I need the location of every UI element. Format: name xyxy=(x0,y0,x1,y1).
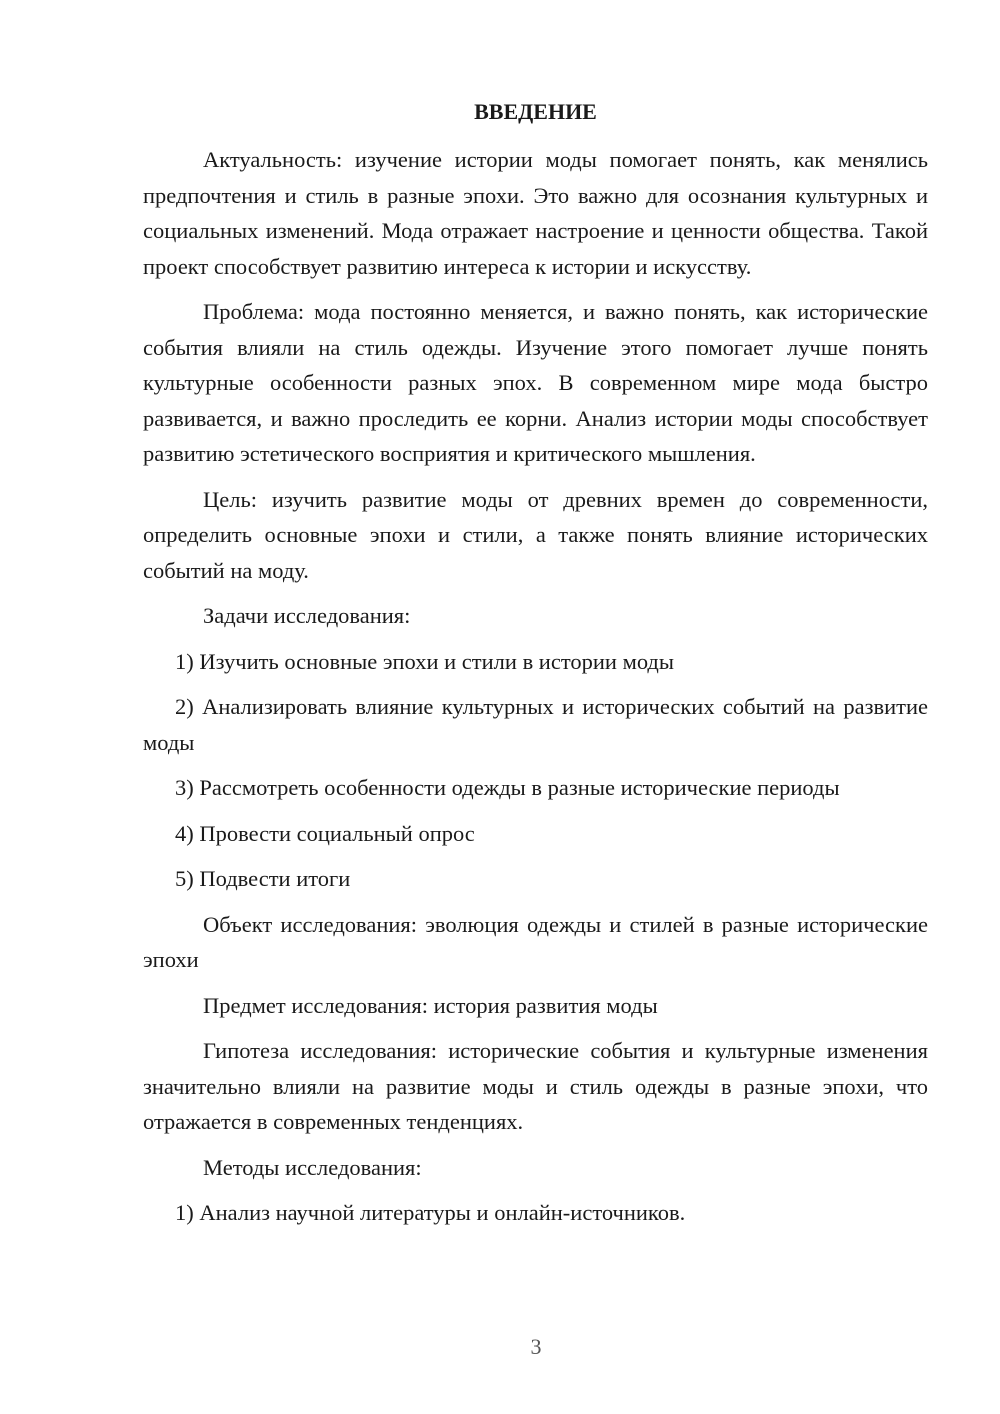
subject-paragraph: Предмет исследования: история развития моды xyxy=(203,992,658,1018)
method-item-1: 1) Анализ научной литературы и онлайн-источников. xyxy=(175,1200,686,1225)
hypothesis-paragraph: Гипотеза исследования: исторические события и культурные изменения значительно влияли на развитие моды и стиль одежды в разные эпохи, что отражается в современных тенденциях. xyxy=(143,1038,928,1134)
task-item-3: 3) Рассмотреть особенности одежды в разные исторические периоды xyxy=(175,775,840,800)
tasks-heading: Задачи исследования: xyxy=(203,603,411,628)
page-content xyxy=(143,94,928,1241)
task-item-4: 4) Провести социальный опрос xyxy=(175,820,475,846)
relevance-paragraph: Актуальность: изучение истории моды помогает понять, как менялись предпочтения и стиль в разные эпохи. Это важно для осознания культурных и социальных изменений. Мода отражает настроение и ценности общества. Такой проект способствует развитию интереса к истории и искусству. xyxy=(143,147,928,279)
task-item-5: 5) Подвести итоги xyxy=(175,866,351,891)
problem-paragraph: Проблема: мода постоянно меняется, и важно понять, как исторические события влияли на стиль одежды. Изучение этого помогает лучше понять культурные особенности разных эпох. В современном мире мода быстро развивается, и важно проследить ее корни. Анализ истории моды способствует развитию эстетического восприятия и критического мышления. xyxy=(143,299,928,466)
task-item-2: 2) Анализировать влияние культурных и исторических событий на развитие моды xyxy=(143,694,928,755)
page-number: 3 xyxy=(530,1334,542,1359)
object-paragraph: Объект исследования: эволюция одежды и стилей в разные исторические эпохи xyxy=(143,911,928,972)
goal-paragraph: Цель: изучить развитие моды от древних времен до современности, определить основные эпохи и стили, а также понять влияние исторических событий на моду. xyxy=(143,486,928,583)
methods-heading: Методы исследования: xyxy=(203,1154,422,1180)
task-item-1: 1) Изучить основные эпохи и стили в истории моды xyxy=(175,648,674,674)
page-title: ВВЕДЕНИЕ xyxy=(474,99,597,124)
